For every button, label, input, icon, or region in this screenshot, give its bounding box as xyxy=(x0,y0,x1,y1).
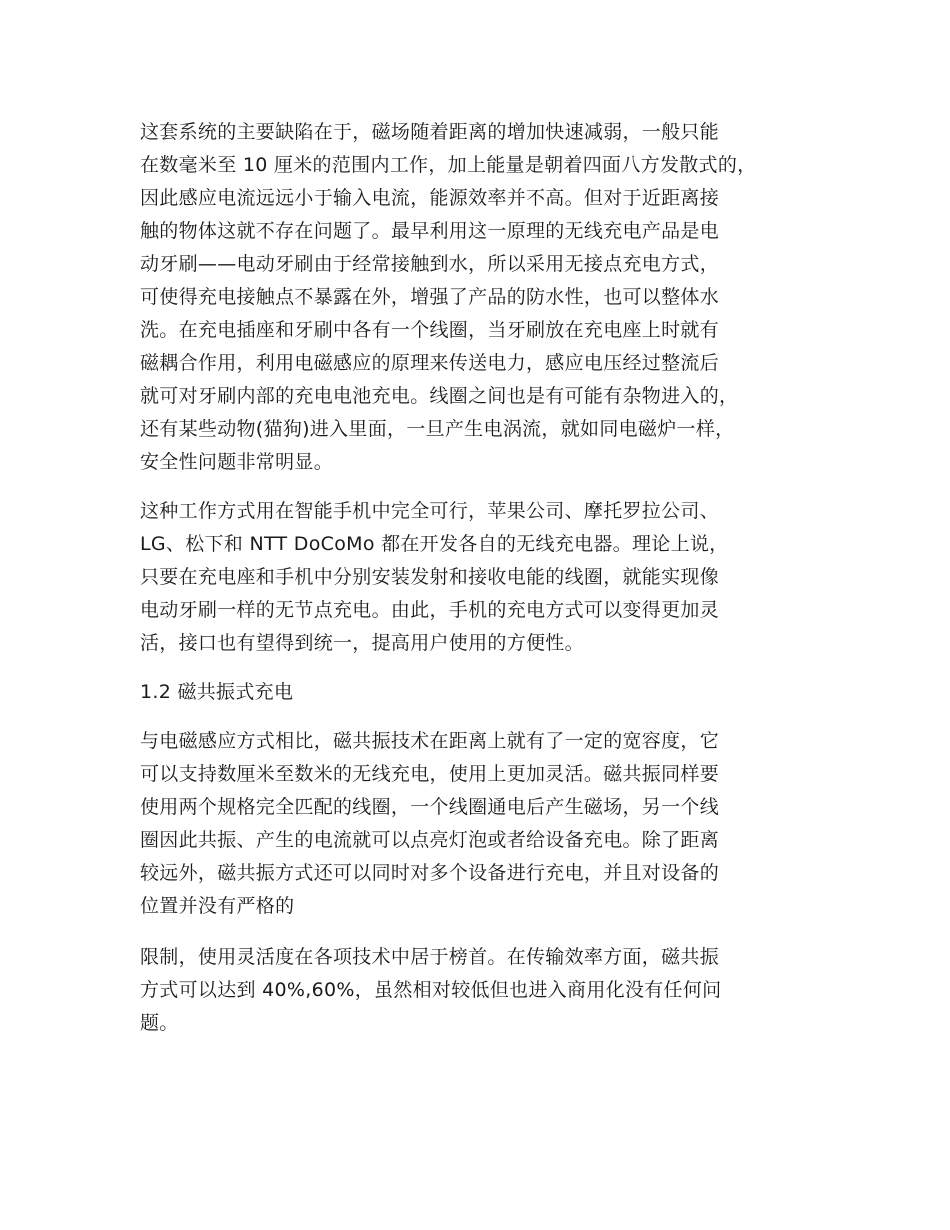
text-line: 题。 xyxy=(140,1012,179,1034)
text-line: 只要在充电座和手机中分别安装发射和接收电能的线圈，就能实现像 xyxy=(140,566,720,588)
text-line: 与电磁感应方式相比，磁共振技术在距离上就有了一定的宽容度，它 xyxy=(140,730,720,752)
paragraph-2 xyxy=(140,495,830,660)
text-line: 磁耦合作用，利用电磁感应的原理来传送电力，感应电压经过整流后 xyxy=(140,352,720,374)
text-line: 可使得充电接触点不暴露在外，增强了产品的防水性，也可以整体水 xyxy=(140,286,720,308)
text-line: 较远外，磁共振方式还可以同时对多个设备进行充电，并且对设备的 xyxy=(140,862,720,884)
section-heading xyxy=(140,676,830,709)
text-line: 这套系统的主要缺陷在于，磁场随着距离的增加快速减弱，一般只能 xyxy=(140,121,720,143)
text-line: 可以支持数厘米至数米的无线充电，使用上更加灵活。磁共振同样要 xyxy=(140,763,720,785)
text-line: 洗。在充电插座和牙刷中各有一个线圈，当牙刷放在充电座上时就有 xyxy=(140,319,720,341)
text-line: 动牙刷——电动牙刷由于经常接触到水，所以采用无接点充电方式， xyxy=(140,253,720,275)
text-line: LG、松下和 NTT DoCoMo 都在开发各自的无线充电器。理论上说， xyxy=(140,533,729,555)
text-line: 还有某些动物(猫狗)进入里面，一旦产生电涡流，就如同电磁炉一样， xyxy=(140,418,735,440)
text-line: 因此感应电流远远小于输入电流，能源效率并不高。但对于近距离接 xyxy=(140,187,720,209)
text-line: 方式可以达到 40%,60%，虽然相对较低但也进入商用化没有任何问 xyxy=(140,979,722,1001)
text-line: 在数毫米至 10 厘米的范围内工作，加上能量是朝着四面八方发散式的， xyxy=(140,154,757,176)
paragraph-1 xyxy=(140,116,830,479)
text-line: 电动牙刷一样的无节点充电。由此，手机的充电方式可以变得更加灵 xyxy=(140,599,720,621)
text-line: 触的物体这就不存在问题了。最早利用这一原理的无线充电产品是电 xyxy=(140,220,720,242)
paragraph-3 xyxy=(140,725,830,923)
section-heading-text: 1.2 磁共振式充电 xyxy=(140,681,294,703)
text-line: 使用两个规格完全匹配的线圈，一个线圈通电后产生磁场，另一个线 xyxy=(140,796,720,818)
text-line: 限制，使用灵活度在各项技术中居于榜首。在传输效率方面，磁共振 xyxy=(140,946,720,968)
text-line: 这种工作方式用在智能手机中完全可行，苹果公司、摩托罗拉公司、 xyxy=(140,500,720,522)
text-line: 活，接口也有望得到统一，提高用户使用的方便性。 xyxy=(140,632,584,654)
text-line: 安全性问题非常明显。 xyxy=(140,451,334,473)
text-line: 圈因此共振、产生的电流就可以点亮灯泡或者给设备充电。除了距离 xyxy=(140,829,720,851)
document-page xyxy=(140,116,830,1040)
text-line: 就可对牙刷内部的充电电池充电。线圈之间也是有可能有杂物进入的， xyxy=(140,385,739,407)
paragraph-4 xyxy=(140,941,830,1040)
text-line: 位置并没有严格的 xyxy=(140,895,295,917)
